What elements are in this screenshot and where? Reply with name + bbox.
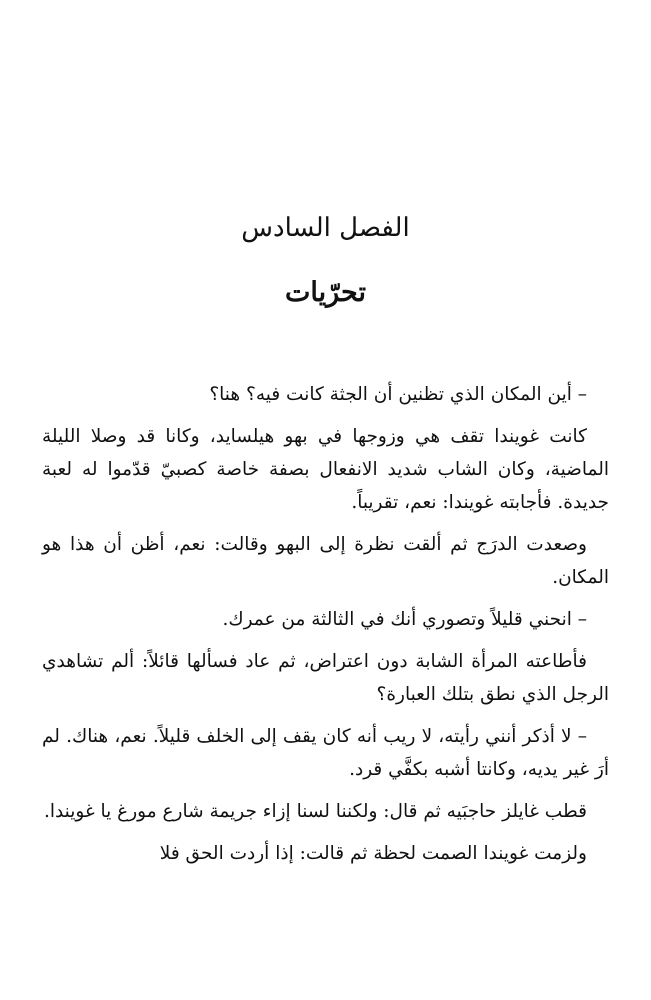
- chapter-title: الفصل السادس: [241, 213, 410, 243]
- paragraph: قطب غايلز حاجبَيه ثم قال: ولكننا لسنا إزاء جريمة شارع مورغ يا غويندا.: [43, 801, 587, 822]
- paragraph: كانت غويندا تقف هي وزوجها في بهو هيلسايد، وكانا قد وصلا الليلة الماضية، وكان الشاب شديد الانفعال بصفة خاصة كصبيّ قدّموا له لعبة جديدة. فأجابته غويندا: نعم، تقريباً.: [42, 426, 609, 513]
- paragraph: وصعدت الدرَج ثم ألقت نظرة إلى البهو وقالت: نعم، أظن أن هذا هو المكان.: [42, 534, 609, 588]
- paragraph: – لا أذكر أنني رأيته، لا ريب أنه كان يقف إلى الخلف قليلاً. نعم، هناك. لم أرَ غير يديه، وكانتا أشبه بكفَّي قرد.: [42, 726, 609, 780]
- body-text: [42, 378, 609, 879]
- chapter-subtitle: تحرّيات: [285, 277, 366, 308]
- paragraph: – أين المكان الذي تظنين أن الجثة كانت فيه؟ هنا؟: [209, 384, 587, 405]
- paragraph: ولزمت غويندا الصمت لحظة ثم قالت: إذا أردت الحق فلا: [159, 843, 587, 864]
- paragraph: فأطاعته المرأة الشابة دون اعتراض، ثم عاد فسألها قائلاً: ألم تشاهدي الرجل الذي نطق بتلك العبارة؟: [42, 651, 609, 705]
- paragraph: – انحني قليلاً وتصوري أنك في الثالثة من عمرك.: [222, 609, 587, 630]
